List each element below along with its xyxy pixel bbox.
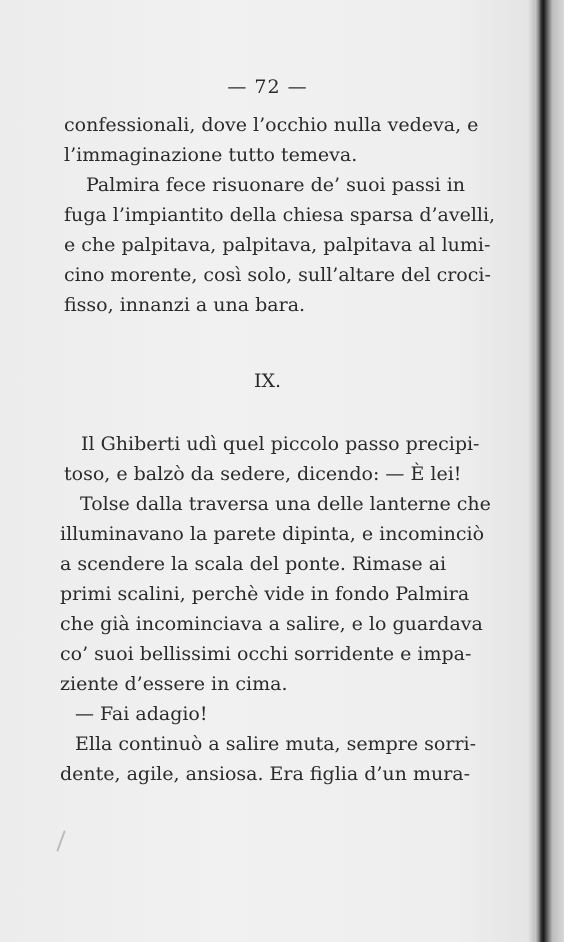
text-line: Il Ghiberti udì quel piccolo passo precipi- [81,433,480,455]
page-number: — 72 — [227,76,308,98]
text-line: e che palpitava, palpitava, palpitava al lumi- [64,234,491,256]
text-line: — Fai adagio! [75,703,208,725]
text-line: Palmira fece risuonare de’ suoi passi in [86,174,466,196]
text-line: fisso, innanzi a una bara. [64,294,306,316]
text-line: co’ suoi bellissimi occhi sorridente e impa- [60,643,472,665]
text-line: cino morente, così solo, sull’altare del croci- [64,264,491,286]
text-line: confessionali, dove l’occhio nulla vedeva, e [64,114,479,136]
text-line: ziente d’essere in cima. [60,673,288,695]
text-line: dente, agile, ansiosa. Era figlia d’un mura- [60,763,471,785]
book-spine-edge [535,0,564,942]
text-line: che già incominciava a salire, e lo guardava [60,613,483,635]
text-line: Tolse dalla traversa una delle lanterne che [80,493,491,515]
text-line: a scendere la scala del ponte. Rimase ai [60,553,447,575]
text-line: toso, e balzò da sedere, dicendo: — È lei! [64,463,462,485]
text-line: l’immaginazione tutto temeva. [64,144,358,166]
text-line: fuga l’impiantito della chiesa sparsa d’avelli, [64,204,496,226]
section-heading: IX. [253,370,282,392]
text-line: Ella continuò a salire muta, sempre sorri- [75,733,477,755]
text-line: illuminavano la parete dipinta, e incominciò [60,523,485,545]
text-line: primi scalini, perchè vide in fondo Palmira [60,583,470,605]
paper-mark [56,830,65,851]
